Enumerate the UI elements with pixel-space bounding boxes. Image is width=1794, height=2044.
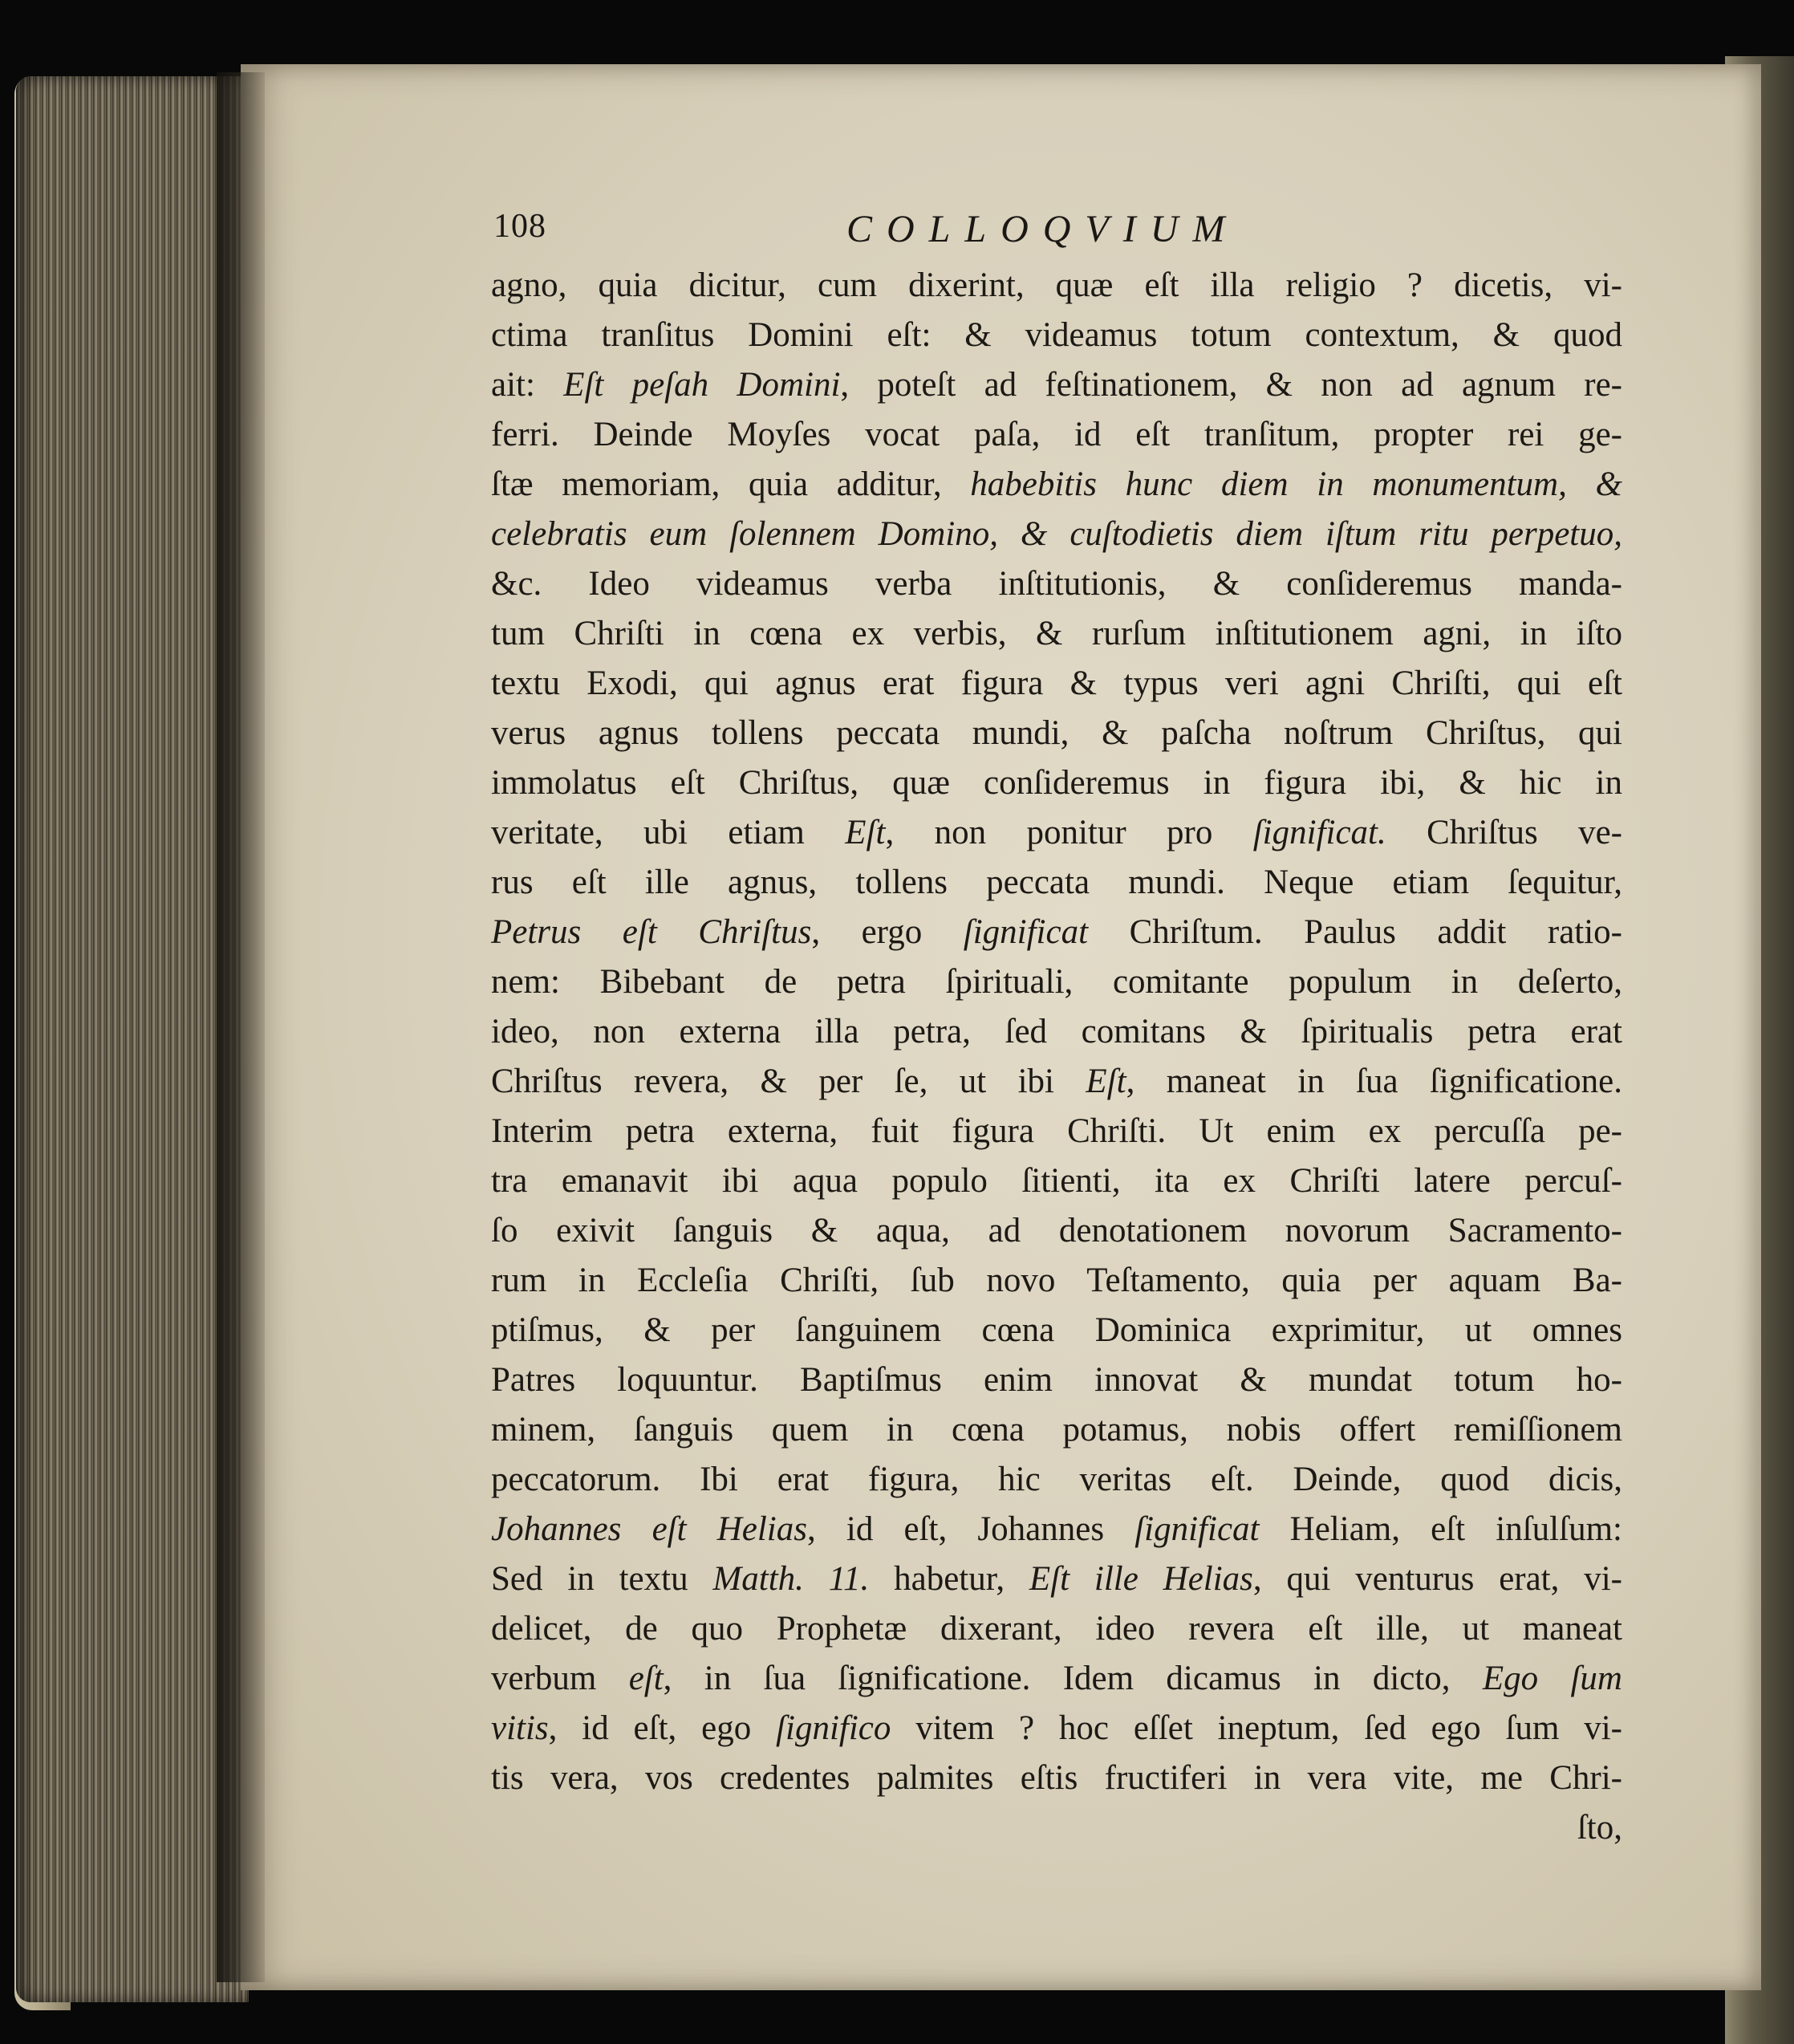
text-segment: , qui venturus erat, vi- bbox=[1252, 1560, 1622, 1598]
italic-text: ſignificat bbox=[963, 913, 1089, 951]
italic-text: ſignificat. bbox=[1252, 814, 1386, 851]
italic-text: Matth. 11. bbox=[712, 1560, 870, 1598]
text-segment: agno, quia dicitur, cum dixerint, quæ eſt illa religio ? dicetis, vi- bbox=[491, 266, 1622, 304]
text-segment: ptiſmus, & per ſanguinem cœna Dominica exprimitur, ut omnes bbox=[491, 1311, 1622, 1349]
text-segment: Interim petra externa, fuit figura Chriſti. Ut enim ex percuſſa pe- bbox=[491, 1112, 1622, 1150]
text-line bbox=[491, 808, 1622, 858]
text-segment: rum in Eccleſia Chriſti, ſub novo Teſtamento, quia per aquam Ba- bbox=[491, 1262, 1622, 1299]
text-segment: tum Chriſti in cœna ex verbis, & rurſum inſtitutionem agni, in iſto bbox=[491, 615, 1622, 652]
text-segment: ſtæ memoriam, quia additur, bbox=[491, 465, 971, 503]
text-line bbox=[491, 1156, 1622, 1206]
text-line bbox=[491, 1604, 1622, 1654]
text-segment: Sed in textu bbox=[491, 1560, 713, 1598]
text-segment: Chriſtus revera, & per ſe, ut ibi bbox=[491, 1063, 1086, 1100]
text-segment: habetur, bbox=[869, 1560, 1029, 1598]
text-line bbox=[491, 1206, 1622, 1256]
text-segment: delicet, de quo Prophetæ dixerant, ideo revera eſt ille, ut maneat bbox=[491, 1610, 1622, 1648]
text-line bbox=[491, 1057, 1622, 1107]
text-line bbox=[491, 1405, 1622, 1455]
text-segment: ſto, bbox=[1577, 1809, 1622, 1847]
text-segment: peccatorum. Ibi erat figura, hic veritas eſt. Deinde, quod dicis, bbox=[491, 1461, 1622, 1498]
text-segment: tis vera, vos credentes palmites eſtis fructiferi in vera vite, me Chri- bbox=[491, 1759, 1622, 1797]
text-segment: textu Exodi, qui agnus erat figura & typus veri agni Chriſti, qui eſt bbox=[491, 664, 1622, 702]
italic-text: Petrus eſt Chriſtus bbox=[491, 913, 812, 951]
text-segment: Heliam, eſt inſulſum: bbox=[1259, 1510, 1622, 1548]
text-line bbox=[491, 858, 1622, 908]
text-segment: tra emanavit ibi aqua populo ſitienti, ita ex Chriſti latere percuſ- bbox=[491, 1162, 1622, 1200]
text-segment: , id eſt, ego bbox=[548, 1709, 777, 1747]
italic-text: ſignificat bbox=[1134, 1510, 1260, 1548]
text-line bbox=[491, 1505, 1622, 1554]
text-segment: ait: bbox=[491, 366, 564, 404]
text-line bbox=[491, 758, 1622, 808]
text-segment: Chriſtum. Paulus addit ratio- bbox=[1088, 913, 1622, 951]
italic-text: Johannes eſt Helias bbox=[491, 1510, 807, 1548]
text-line bbox=[491, 1007, 1622, 1057]
text-line bbox=[491, 1107, 1622, 1156]
text-segment: , poteſt ad feſtinationem, & non ad agnum re- bbox=[840, 366, 1622, 404]
text-line bbox=[491, 609, 1622, 659]
text-line bbox=[491, 1355, 1622, 1405]
text-line bbox=[491, 559, 1622, 609]
text-line bbox=[491, 1803, 1622, 1853]
page-block bbox=[16, 76, 249, 2002]
text-line bbox=[491, 261, 1622, 311]
running-title: COLLOQVIUM bbox=[846, 208, 1240, 250]
text-segment: rus eſt ille agnus, tollens peccata mundi. Neque etiam ſequitur, bbox=[491, 864, 1622, 901]
text-segment: immolatus eſt Chriſtus, quæ conſideremus in figura ibi, & hic in bbox=[491, 764, 1622, 802]
text-line bbox=[491, 1704, 1622, 1753]
text-segment: veritate, ubi etiam bbox=[491, 814, 846, 851]
text-line bbox=[491, 659, 1622, 709]
text-line bbox=[491, 957, 1622, 1007]
text-line bbox=[491, 460, 1622, 510]
text-line bbox=[491, 1306, 1622, 1355]
text-segment: , in ſua ſignificatione. Idem dicamus in dicto, bbox=[663, 1660, 1483, 1697]
italic-text: Eſt ille Helias bbox=[1029, 1560, 1253, 1598]
text-line bbox=[491, 410, 1622, 460]
italic-text: vitis bbox=[491, 1709, 549, 1747]
text-segment: nem: Bibebant de petra ſpirituali, comitante populum in deſerto, bbox=[491, 963, 1622, 1001]
text-segment: , maneat in ſua ſignificatione. bbox=[1126, 1063, 1622, 1100]
italic-text: celebratis eum ſolennem Domino, & cuſtodietis diem iſtum ritu perpetuo, bbox=[491, 515, 1622, 553]
italic-text: Eſt bbox=[1086, 1063, 1126, 1100]
page-header bbox=[493, 207, 1617, 263]
text-segment: vitem ? hoc eſſet ineptum, ſed ego ſum vi- bbox=[891, 1709, 1622, 1747]
italic-text: Eſt peſah Domini bbox=[563, 366, 841, 404]
text-line bbox=[491, 311, 1622, 360]
text-line bbox=[491, 1256, 1622, 1306]
gutter-shadow bbox=[217, 72, 265, 1982]
text-segment: ideo, non externa illa petra, ſed comitans & ſpiritualis petra erat bbox=[491, 1013, 1622, 1050]
text-segment: &c. Ideo videamus verba inſtitutionis, & conſideremus manda- bbox=[491, 565, 1622, 603]
text-line bbox=[491, 908, 1622, 957]
text-segment: ſo exivit ſanguis & aqua, ad denotationem novorum Sacramento- bbox=[491, 1212, 1622, 1250]
text-line bbox=[491, 1554, 1622, 1604]
text-segment: Patres loquuntur. Baptiſmus enim innovat & mundat totum ho- bbox=[491, 1361, 1622, 1399]
text-segment: , ergo bbox=[811, 913, 964, 951]
italic-text: habebitis hunc diem in monumentum, & bbox=[970, 465, 1622, 503]
text-line bbox=[491, 1654, 1622, 1704]
text-segment: minem, ſanguis quem in cœna potamus, nobis offert remiſſionem bbox=[491, 1411, 1622, 1449]
italic-text: Ego ſum bbox=[1482, 1660, 1622, 1697]
text-line bbox=[491, 709, 1622, 758]
italic-text: ſignifico bbox=[776, 1709, 891, 1747]
text-line bbox=[491, 1753, 1622, 1803]
text-segment: , id eſt, Johannes bbox=[806, 1510, 1135, 1548]
text-line bbox=[491, 1455, 1622, 1505]
page-number: 108 bbox=[493, 208, 546, 245]
body-text bbox=[491, 261, 1622, 1853]
text-segment: ctima tranſitus Domini eſt: & videamus totum contextum, & quod bbox=[491, 316, 1622, 354]
italic-text: eſt bbox=[628, 1660, 664, 1697]
text-segment: verbum bbox=[491, 1660, 629, 1697]
text-segment: ferri. Deinde Moyſes vocat paſa, id eſt tranſitum, propter rei ge- bbox=[491, 416, 1622, 453]
italic-text: Eſt bbox=[845, 814, 886, 851]
text-segment: Chriſtus ve- bbox=[1386, 814, 1622, 851]
text-line bbox=[491, 510, 1622, 559]
text-line bbox=[491, 360, 1622, 410]
text-segment: verus agnus tollens peccata mundi, & paſcha noſtrum Chriſtus, qui bbox=[491, 714, 1622, 752]
text-segment: , non ponitur pro bbox=[885, 814, 1253, 851]
